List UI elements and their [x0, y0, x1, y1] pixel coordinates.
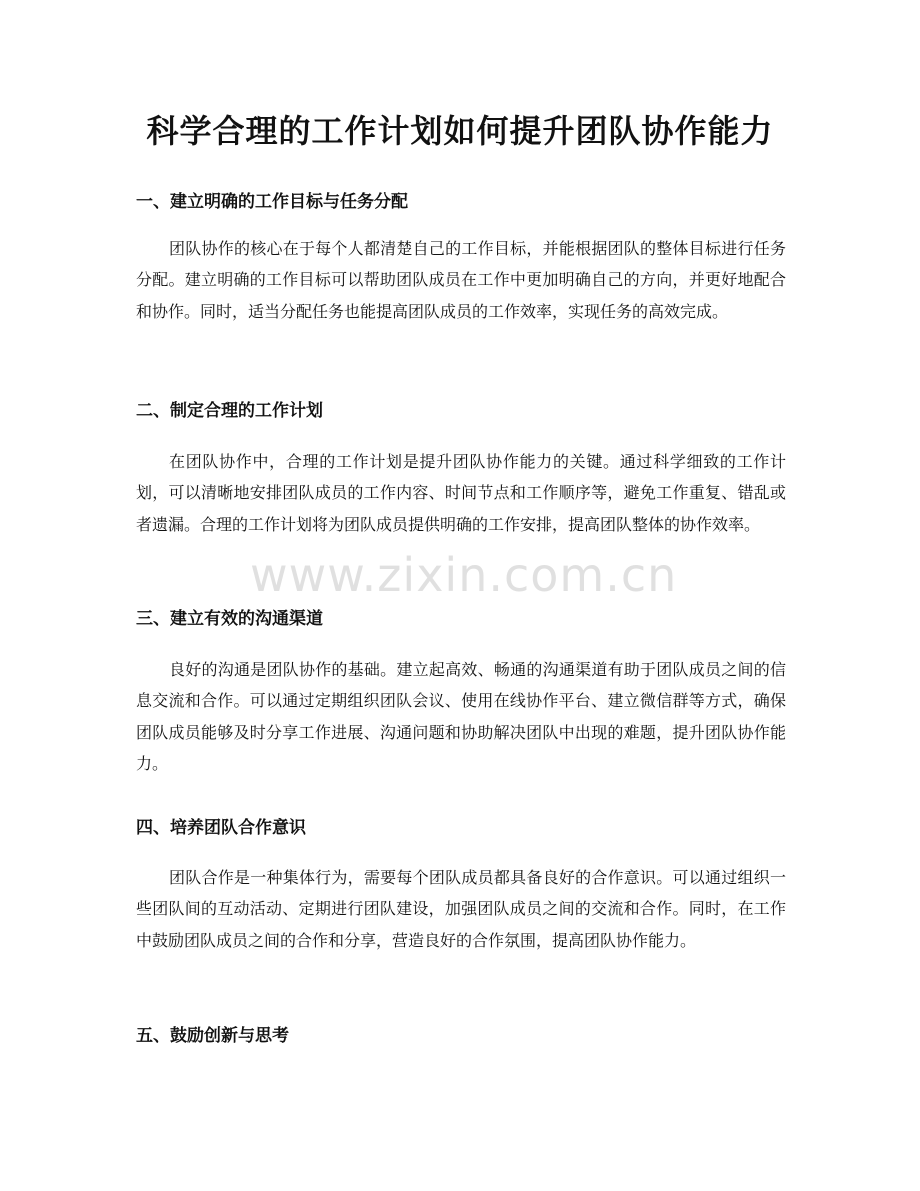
- section-heading-5: 五、鼓励创新与思考: [136, 1026, 289, 1046]
- section-paragraph-4: 团队合作是一种集体行为，需要每个团队成员都具备良好的合作意识。可以通过组织一些团队间的互动活动、定期进行团队建设，加强团队成员之间的交流和合作。同时，在工作中鼓励团队成员之间的合作和分享，营造良好的合作氛围，提高团队协作能力。: [136, 868, 786, 950]
- section-paragraph-3: 良好的沟通是团队协作的基础。建立起高效、畅通的沟通渠道有助于团队成员之间的信息交流和合作。可以通过定期组织团队会议、使用在线协作平台、建立微信群等方式，确保团队成员能够及时分享工作进展、沟通问题和协助解决团队中出现的难题，提升团队协作能力。: [136, 660, 786, 773]
- section-paragraph-1: 团队协作的核心在于每个人都清楚自己的工作目标，并能根据团队的整体目标进行任务分配。建立明确的工作目标可以帮助团队成员在工作中更加明确自己的方向，并更好地配合和协作。同时，适当分配任务也能提高团队成员的工作效率，实现任务的高效完成。: [136, 239, 786, 321]
- document-title: 科学合理的工作计划如何提升团队协作能力: [146, 112, 774, 150]
- section-heading-4: 四、培养团队合作意识: [136, 818, 306, 838]
- section-heading-3: 三、建立有效的沟通渠道: [136, 609, 323, 629]
- section-paragraph-2: 在团队协作中，合理的工作计划是提升团队协作能力的关键。通过科学细致的工作计划，可以清晰地安排团队成员的工作内容、时间节点和工作顺序等，避免工作重复、错乱或者遗漏。合理的工作计划将为团队成员提供明确的工作安排，提高团队整体的协作效率。: [136, 452, 786, 534]
- watermark-text: www.zixin.com.cn: [250, 548, 678, 602]
- section-heading-2: 二、制定合理的工作计划: [136, 401, 323, 421]
- section-heading-1: 一、建立明确的工作目标与任务分配: [136, 192, 408, 212]
